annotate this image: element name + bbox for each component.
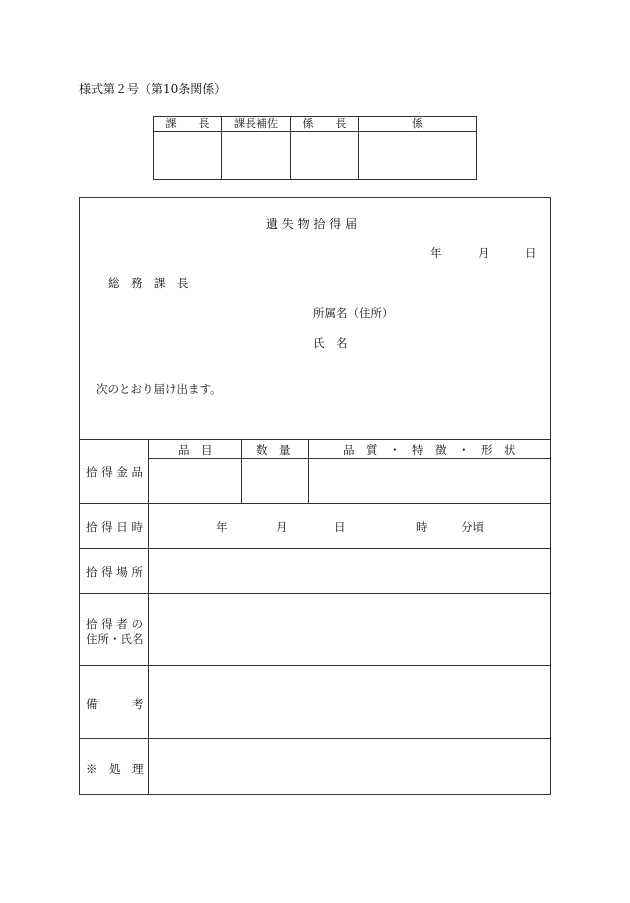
lost-property-form [79,197,551,795]
datetime-hour-label: 時 [416,520,428,534]
datetime-minute-label: 分頃 [461,520,484,534]
approval-header-deputy-chief: 課長補佐 [222,117,291,132]
col-description-header: 品 質 ・ 特 徴 ・ 形 状 [343,443,516,457]
item-quantity-field[interactable] [242,459,308,503]
finder-address-name-field[interactable] [149,594,550,665]
date-month-label: 月 [478,246,490,260]
row-divider [80,503,550,504]
col-item-header: 品 目 [178,443,213,457]
stamp-box-unit-chief[interactable] [291,132,359,180]
col-quantity-header: 数 量 [256,443,291,457]
section-divider [80,439,550,440]
finder-row-label-line2: 住所・氏名 [86,632,144,646]
remarks-row-label: 備 考 [86,697,144,711]
approval-header-staff: 係 [359,117,477,132]
remarks-field[interactable] [149,666,550,738]
processing-row-label: ※ 処 理 [86,762,144,776]
name-label: 氏 名 [313,336,348,350]
date-year-label: 年 [430,246,442,260]
datetime-row-label: 拾 得 日 時 [86,520,143,534]
datetime-month-label: 月 [276,520,288,534]
date-day-label: 日 [525,246,537,260]
approval-header-unit-chief: 係 長 [291,117,359,132]
stamp-box-staff[interactable] [359,132,477,180]
approval-header-section-chief: 課 長 [154,117,222,132]
place-row-label: 拾 得 場 所 [86,565,143,579]
processing-field[interactable] [149,739,550,794]
datetime-day-label: 日 [334,520,346,534]
item-name-field[interactable] [149,459,241,503]
stamp-box-section-chief[interactable] [154,132,222,180]
items-row-label: 拾 得 金 品 [86,465,143,479]
place-field[interactable] [149,549,550,593]
approval-stamp-table [153,116,477,180]
datetime-year-label: 年 [216,520,228,534]
form-label: 様式第２号（第10条関係） [79,82,227,96]
form-title: 遺 失 物 拾 得 届 [266,217,358,231]
finder-row-label-line1: 拾 得 者 の [86,617,143,631]
addressee: 総 務 課 長 [108,276,189,290]
item-description-field[interactable] [309,459,550,503]
affiliation-label: 所属名（住所） [313,306,394,320]
stamp-box-deputy-chief[interactable] [222,132,291,180]
statement: 次のとおり届け出ます。 [96,382,222,396]
